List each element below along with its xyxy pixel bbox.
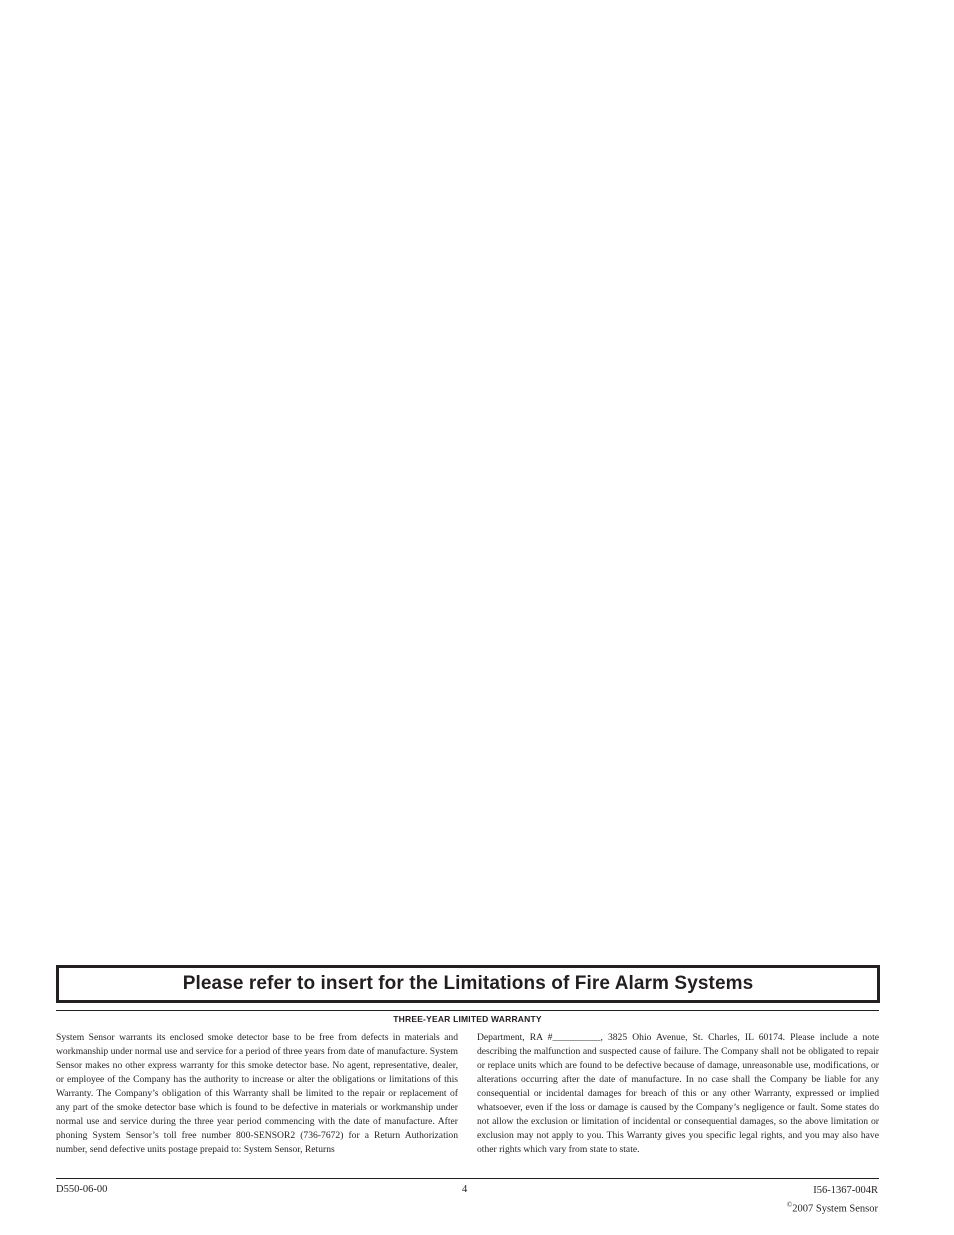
part-number: I56-1367-004R xyxy=(813,1185,878,1196)
document-code: D550-06-00 xyxy=(56,1184,108,1195)
copyright-symbol: © xyxy=(786,1201,793,1209)
footer-rule xyxy=(56,1178,879,1179)
copyright-line xyxy=(787,1198,878,1217)
page-number: 4 xyxy=(462,1184,468,1195)
footer-right-block xyxy=(787,1184,878,1217)
warranty-text-column-left: System Sensor warrants its enclosed smoke detector base to be free from defects in materials and workmanship under normal use and service for a period of three years from date of manufacture. System Sensor makes no other express warranty for this smoke detector base. No agent, representative, dealer, or employee of the Company has the authority to increase or alter the obligations or limitations of this Warranty. The Company’s obligation of this Warranty shall be limited to the repair or replacement of any part of the smoke detector base which is found to be defective in materials or workmanship under normal use and service during the three year period commencing with the date of manufacture. After phoning System Sensor’s toll free number 800-SENSOR2 (736-7672) for a Return Authorization number, send defective units postage prepaid to: System Sensor, Returns xyxy=(56,1032,458,1155)
limitations-title: Please refer to insert for the Limitations of Fire Alarm Systems xyxy=(182,973,754,994)
warranty-text-column-right: Department, RA #__________, 3825 Ohio Avenue, St. Charles, IL 60174. Please include a note describing the malfunction and suspected cause of failure. The Company shall not be obligated to repair or replace units which are found to be defective because of damage, unreasonable use, modifications, or alterations occurring after the date of manufacture. In no case shall the Company be liable for any consequential or incidental damages for breach of this or any other Warranty, expressed or implied whatsoever, even if the loss or damage is caused by the Company’s negligence or fault. Some states do not allow the exclusion or limitation of incidental or consequential damages, so the above limitation or exclusion may not apply to you. This Warranty gives you specific legal rights, and you may also have other rights which vary from state to state. xyxy=(477,1032,879,1155)
warranty-top-rule xyxy=(56,1010,879,1011)
copyright-text: 2007 System Sensor xyxy=(792,1203,878,1215)
limitations-banner xyxy=(56,965,880,1003)
warranty-heading: THREE-YEAR LIMITED WARRANTY xyxy=(393,1014,542,1024)
